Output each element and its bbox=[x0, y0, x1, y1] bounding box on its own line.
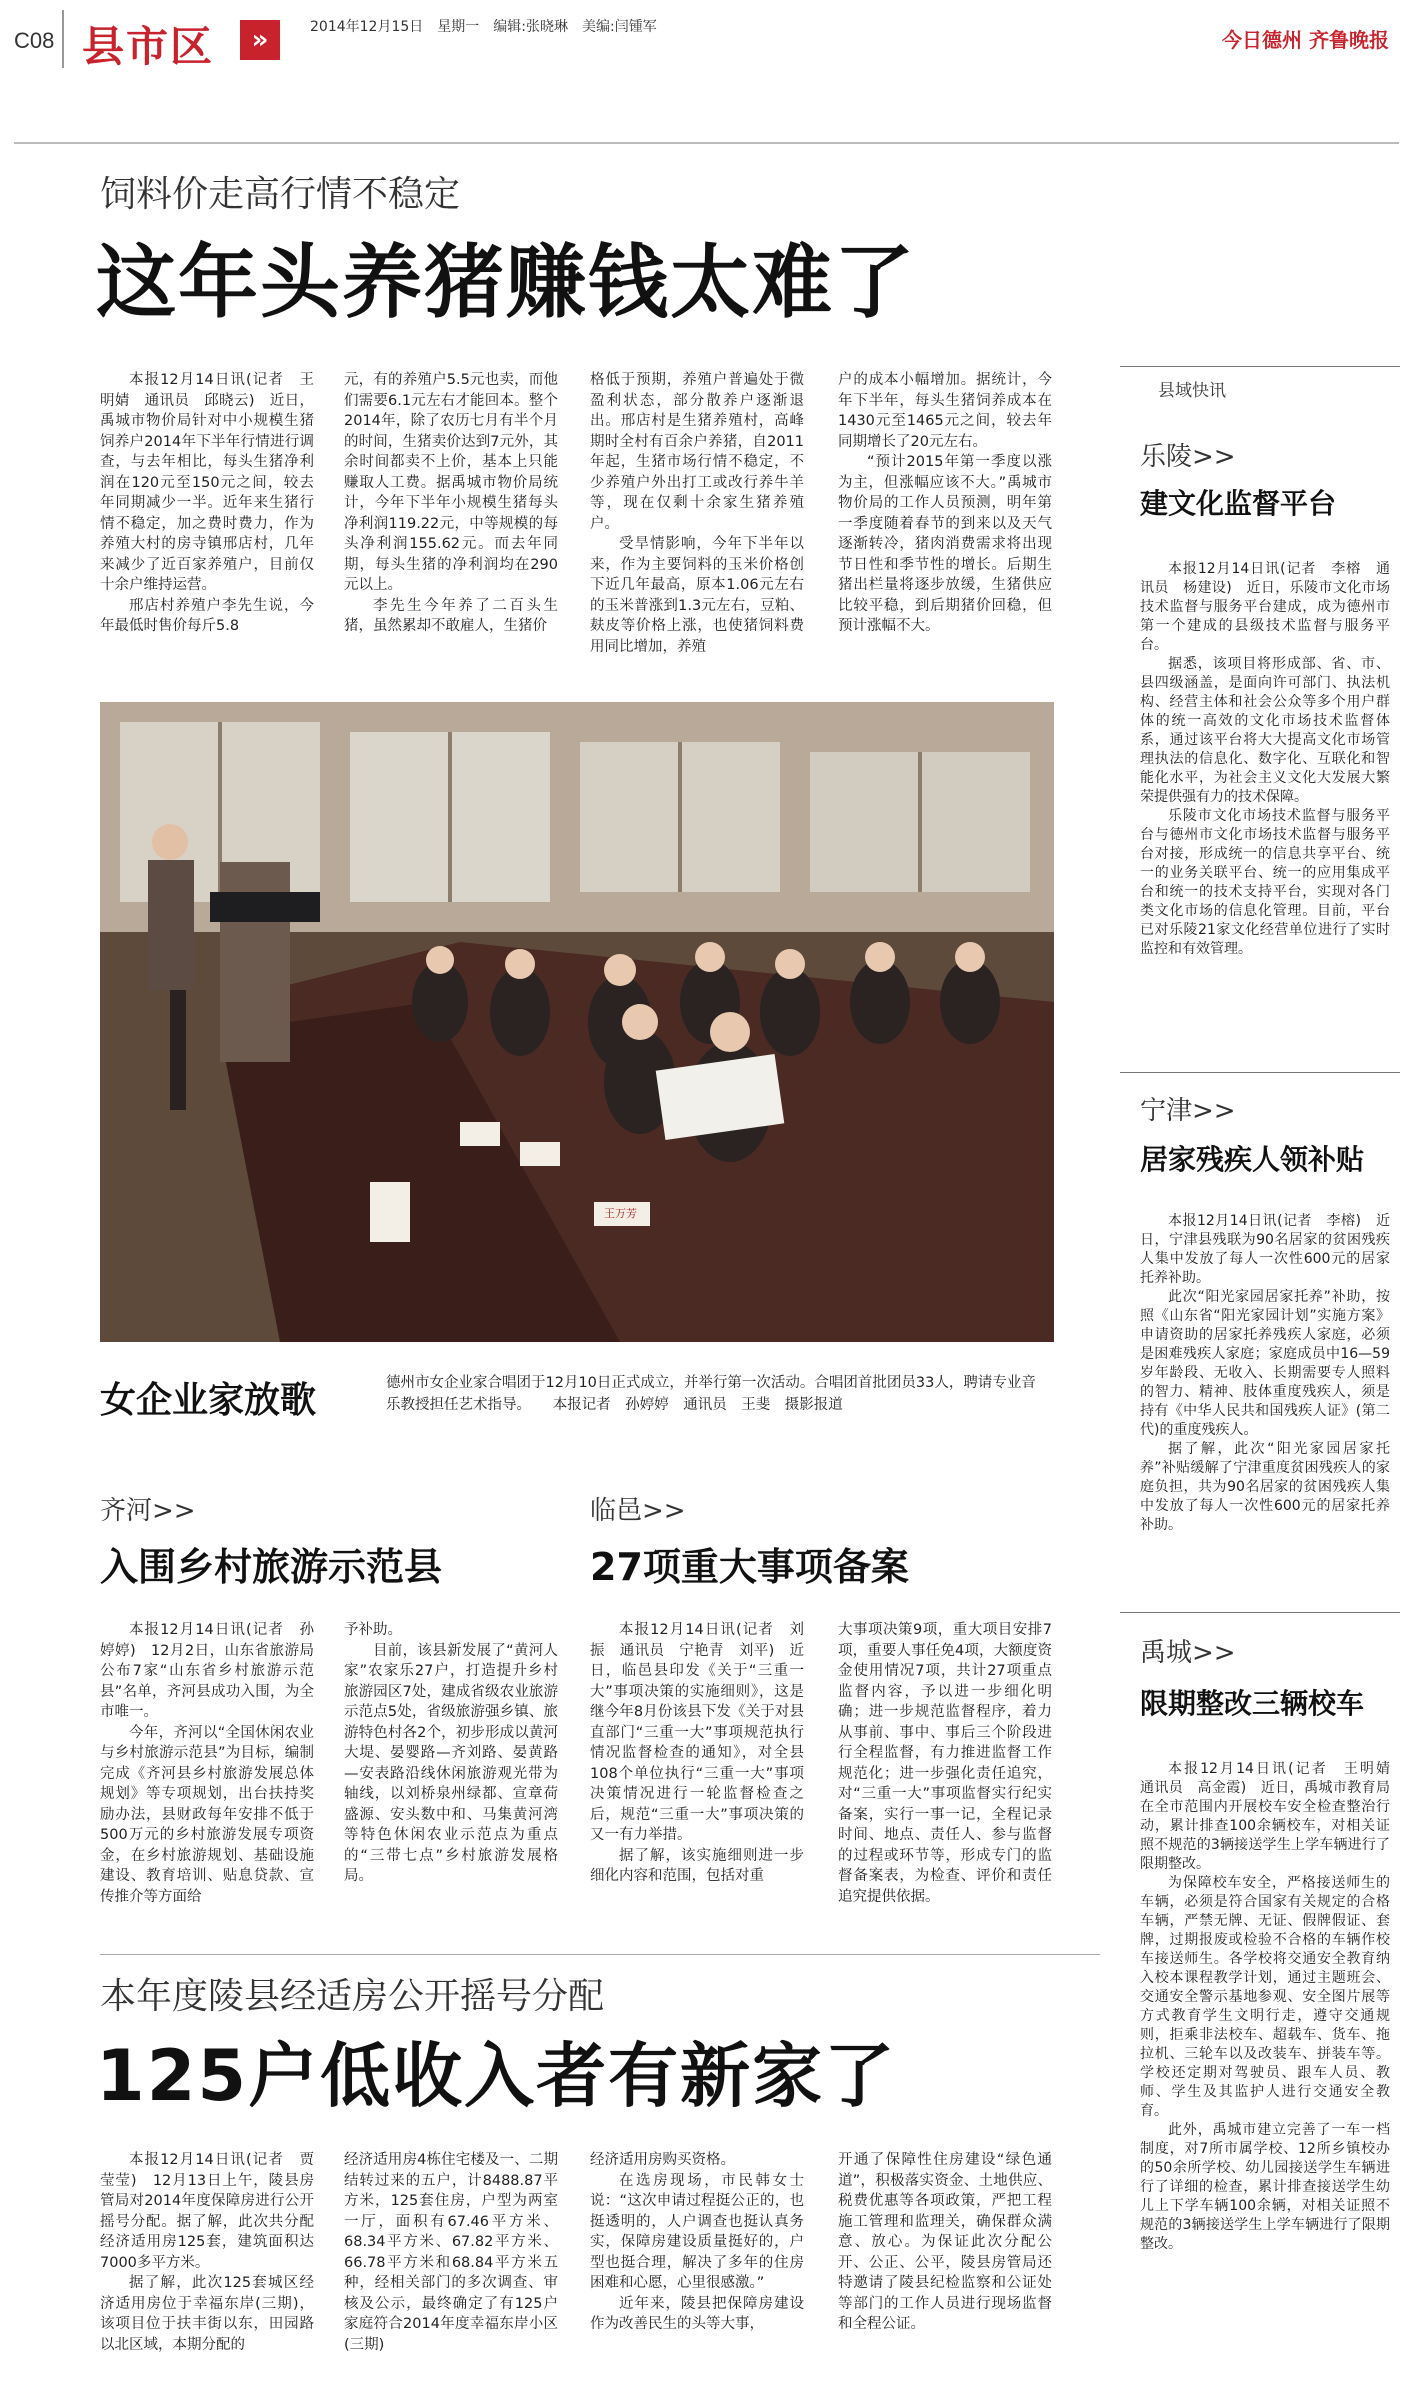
paragraph: 李先生今年养了二百头生猪，虽然累却不敢雇人，生猪价 bbox=[344, 597, 558, 634]
sidebar-rule bbox=[1120, 1072, 1400, 1073]
article1-kicker: 饲料价走高行情不稳定 bbox=[100, 174, 461, 215]
paragraph: 本报12月14日讯(记者 李榕 通讯员 杨建设) 近日，乐陵市文化市场技术监督与服务平台建成，成为德州市第一个建成的县级技术监督与服务平台。 bbox=[1140, 561, 1390, 653]
article2-column-4 bbox=[838, 2150, 1052, 2375]
paragraph: 为保障校车安全，严格接送师生的车辆，必须是符合国家有关规定的合格车辆，严禁无牌、无证、假牌假证、套牌，过期报废或检验不合格的车辆作校车接送师生。各学校将交通安全教育纳入校本课程教学计划，通过主题班会、交通安全警示基地参观、安全图片展等方式教育学生文明行走，遵守交通规则，拒乘非法校车、超载车、货车、拖拉机、三轮车以及改装车、拼装车等。学校还定期对驾驶员、跟车人员、教师、学生及其监护人进行交通安全教育。 bbox=[1140, 1875, 1390, 2119]
paragraph: 在选房现场，市民韩女士说：“这次申请过程挺公正的，也挺透明的，人户调查也挺认真务实，保障房建设质量挺好的，户型也挺合理，解决了多年的住房困难和心愿，心里很感激。” bbox=[590, 2172, 804, 2291]
paragraph: 今年，齐河以“全国休闲农业与乡村旅游示范县”为目标，编制完成《齐河县乡村旅游发展总体规划》等专项规划，出台扶持奖励办法，县财政每年安排不低于500万元的乡村旅游发展专项资金，在乡村旅游规划、基础设施建设、教育培训、贴息贷款、宣传推介等方面给 bbox=[100, 1724, 314, 1905]
article2-kicker: 本年度陵县经适房公开摇号分配 bbox=[100, 1976, 605, 2017]
section-arrow-icon: » bbox=[240, 20, 280, 60]
paragraph: 据了解，该实施细则进一步细化内容和范围，包括对重 bbox=[590, 1847, 804, 1884]
paragraph: 受旱情影响，今年下半年以来，作为主要饲料的玉米价格创下近几年最高，原本1.06元左右的玉米普涨到1.3元左右，豆粕、麸皮等价格上涨，也使猪饲料费用同比增加，养殖 bbox=[590, 536, 804, 655]
paragraph: 大事项决策9项，重大项目安排7项，重要人事任免4项，大额度资金使用情况7项，共计27项重点监督内容，予以进一步细化明确；进一步规范监督程序，着力从事前、事中、事后三个阶段进行全程监督，有力推进监督工作规范化；进一步强化责任追究，对“三重一大”事项监督实行纪实备案，实行一事一记，全程记录时间、地点、责任人、参与监督的过程或环节等，形成专门的监督备案表，为检查、评价和责任追究提供依据。 bbox=[838, 1622, 1052, 1905]
photo-caption-title: 女企业家放歌 bbox=[100, 1380, 317, 1421]
section-divider bbox=[100, 1954, 1100, 1955]
article1-column-2 bbox=[344, 370, 558, 670]
paragraph: 本报12月14日讯(记者 刘振 通讯员 宁艳青 刘平) 近日，临邑县印发《关于“三重一大”事项决策的实施细则》，这是继今年8月份该县下发《关于对县直部门“三重一大”事项规范执行情况监督检查的通知》，对全县108个单位执行“三重一大”事项决策情况进行一轮监督检查之后，规范“三重一大”事项决策的又一有力举措。 bbox=[590, 1622, 804, 1843]
paragraph: 据了解，此次125套城区经济适用房位于幸福东岸(三期)，该项目位于扶丰街以东，田园路以北区域，本期分配的 bbox=[100, 2275, 314, 2353]
linyi-title: 27项重大事项备案 bbox=[590, 1545, 909, 1589]
article1-column-4 bbox=[838, 370, 1052, 670]
paragraph: 本报12月14日讯(记者 李榕) 近日，宁津县残联为90名居家的贫困残疾人集中发放了每人一次性600元的居家托养补助。 bbox=[1140, 1213, 1390, 1286]
sidebar-leling-place: 乐陵>> bbox=[1140, 442, 1236, 472]
photo-caption: 德州市女企业家合唱团于12月10日正式成立，并举行第一次活动。合唱团首批团员33人，聘请专业音乐教授担任艺术指导。 本报记者 孙婷婷 通讯员 王斐 摄影报道 bbox=[386, 1375, 1036, 1413]
sidebar-tag: 县域快讯 bbox=[1158, 381, 1226, 401]
qihe-title: 入围乡村旅游示范县 bbox=[100, 1545, 443, 1589]
paragraph: 目前，该县新发展了“黄河人家”农家乐27户，打造提升乡村旅游园区7处，建成省级农业旅游示范点5处，省级旅游强乡镇、旅游特色村各2个，初步形成以黄河大堤、晏婴路—齐刘路、晏黄路—安表路沿线休闲旅游观光带为轴线，以刘桥泉州绿都、宣章荷盛源、安头数中和、马集黄河湾等特色休闲农业示范点为重点的“三带七点”乡村旅游发展格局。 bbox=[344, 1642, 558, 1884]
issue-meta: 2014年12月15日 星期一 编辑:张晓琳 美编:闫锺军 bbox=[310, 19, 657, 35]
sidebar-ningjin-body bbox=[1140, 1212, 1390, 1592]
linyi-column-2 bbox=[838, 1620, 1052, 1940]
page-number: C08 bbox=[14, 28, 55, 53]
paragraph: 本报12月14日讯(记者 贾莹莹) 12月13日上午，陵县房管局对2014年度保障房进行公开摇号分配。据了解，此次共分配经济适用房125套，建筑面积达7000多平方米。 bbox=[100, 2152, 314, 2271]
paragraph: 此外，禹城市建立完善了一车一档制度，对7所市属学校、12所乡镇校办的50余所学校、幼儿园接送学生车辆进行了详细的检查，累计排查接送学生幼儿上下学车辆100余辆，对相关证照不规范的3辆接送学生上学车辆进行了限期整改。 bbox=[1140, 2122, 1390, 2252]
sidebar-leling-title: 建文化监督平台 bbox=[1140, 487, 1337, 520]
paragraph: 乐陵市文化市场技术监督与服务平台与德州市文化市场技术监督与服务平台对接，形成统一的信息共享平台、统一的业务关联平台、统一的应用集成平台和统一的技术支持平台，实现对各门类文化市场的信息化管理。目前，平台已对乐陵21家文化经营单位进行了实时监控和有效管理。 bbox=[1140, 808, 1390, 957]
linyi-place: 临邑>> bbox=[590, 1496, 686, 1526]
paragraph: 据了解，此次“阳光家园居家托养”补贴缓解了宁津重度贫困残疾人的家庭负担，共为90名居家的贫困残疾人集中发放了每人一次性600元的居家托养补助。 bbox=[1140, 1441, 1390, 1533]
article1-column-3 bbox=[590, 370, 804, 670]
sidebar-yucheng-title: 限期整改三辆校车 bbox=[1140, 1687, 1365, 1720]
paragraph: 予补助。 bbox=[344, 1622, 402, 1638]
section-title: 县市区 bbox=[82, 22, 215, 71]
linyi-column-1 bbox=[590, 1620, 804, 1940]
article2-column-3 bbox=[590, 2150, 804, 2375]
masthead-logo: 今日德州 齐鲁晚报 bbox=[1222, 28, 1389, 52]
sidebar-rule bbox=[1120, 1612, 1400, 1613]
qihe-column-1 bbox=[100, 1620, 314, 1940]
sidebar-leling-body bbox=[1140, 560, 1390, 1050]
article1-headline: 这年头养猪赚钱太难了 bbox=[96, 236, 916, 329]
paragraph: 此次“阳光家园居家托养”补助，按照《山东省“阳光家园计划”实施方案》申请资助的居家托养残疾人家庭，必须是困难残疾人家庭；家庭成员中16—59岁年龄段、无收入、长期需要专人照料的智力、精神、肢体重度残疾人，须是持有《中华人民共和国残疾人证》(第二代)的重度残疾人。 bbox=[1140, 1289, 1390, 1438]
article2-column-2 bbox=[344, 2150, 558, 2375]
paragraph: 本报12月14日讯(记者 王明婧 通讯员 高金霞) 近日，禹城市教育局在全市范围内开展校车安全检查整治行动，累计排查100余辆校车，对相关证照不规范的3辆接送学生上学车辆进行了限期整改。 bbox=[1140, 1761, 1404, 1872]
qihe-place: 齐河>> bbox=[100, 1496, 196, 1526]
sidebar-ningjin-place: 宁津>> bbox=[1140, 1096, 1236, 1126]
sidebar-ningjin-title: 居家残疾人领补贴 bbox=[1140, 1143, 1365, 1176]
paragraph: 户的成本小幅增加。据统计，今年下半年，每头生猪饲养成本在1430元至1465元之间，较去年同期增长了20元左右。 bbox=[838, 372, 1052, 450]
paragraph: 据悉，该项目将形成部、省、市、县四级涵盖，是面向许可部门、执法机构、经营主体和社会公众等多个用户群体的统一高效的文化市场技术监督体系，通过该平台将大大提高文化市场管理执法的信息化、数字化、互联化和智能化水平，为社会主义文化大发展大繁荣提供强有力的技术保障。 bbox=[1140, 656, 1390, 805]
article1-column-1 bbox=[100, 370, 314, 670]
sidebar-yucheng-body bbox=[1140, 1760, 1404, 2370]
paragraph: 经济适用房购买资格。 bbox=[590, 2152, 735, 2168]
paragraph: 本报12月14日讯(记者 王明婧 通讯员 邱晓云) 近日，禹城市物价局针对中小规模生猪饲养户2014年下半年行情进行调查，与去年相比，每头生猪净利润在120元至150元之间，较去年同期减少一半。近年来生猪行情不稳定，加之费时费力，作为养殖大村的房寺镇邢店村，几年来减少了近百家养殖户，目前仅十余户维持运营。 bbox=[100, 372, 314, 593]
paragraph: 近年来，陵县把保障房建设作为改善民生的头等大事， bbox=[590, 2295, 804, 2332]
article2-column-1 bbox=[100, 2150, 314, 2375]
paragraph: 经济适用房4栋住宅楼及一、二期结转过来的五户，计8488.87平方米，125套住房，户型为两室一厅，面积有67.46平方米、68.34平方米、67.82平方米、66.78平方米和68.84平方米五种，经相关部门的多次调查、审核及公示，最终确定了有125户家庭符合2014年度幸福东岸小区(三期) bbox=[344, 2152, 558, 2353]
sidebar-rule bbox=[1120, 366, 1400, 367]
paragraph: 本报12月14日讯(记者 孙婷婷) 12月2日，山东省旅游局公布7家“山东省乡村旅游示范县”名单，齐河县成功入围，为全市唯一。 bbox=[100, 1622, 314, 1720]
nameplate: 王万芳 bbox=[604, 1207, 637, 1220]
paragraph: 开通了保障性住房建设“绿色通道”，积极落实资金、土地供应、税费优惠等各项政策，严把工程施工管理和监理关，确保群众满意、放心。为保证此次分配公开、公正、公平，陵县房管局还特邀请了陵县纪检监察和公证处等部门的工作人员进行现场监督和全程公证。 bbox=[838, 2152, 1052, 2332]
qihe-column-2 bbox=[344, 1620, 558, 1940]
paragraph: 邢店村养殖户李先生说，今年最低时售价每斤5.8 bbox=[100, 597, 314, 634]
choir-photo-illustration bbox=[100, 702, 1054, 1342]
paragraph: “预计2015年第一季度以涨为主，但涨幅应该不大。”禹城市物价局的工作人员预测，明年第一季度随着春节的到来以及天气逐渐转冷，猪肉消费需求将出现节日性和季节性的增长。后期生猪出栏量将逐步放缓，生猪供应比较平稳，到后期猪价回稳，但预计涨幅不大。 bbox=[838, 454, 1052, 634]
header-rule bbox=[14, 142, 1399, 144]
header-divider bbox=[62, 10, 64, 68]
sidebar-yucheng-place: 禹城>> bbox=[1140, 1638, 1236, 1668]
paragraph: 元，有的养殖户5.5元也卖，而他们需要6.1元左右才能回本。整个2014年，除了农历七月有半个月的时间，生猪卖价达到7元外，其余时间都卖不上价，基本上只能赚取人工费。据禹城市物价局统计，今年下半年小规模生猪每头净利润119.22元，中等规模的每头净利润155.62元。而去年同期，每头生猪的净利润均在290元以上。 bbox=[344, 372, 558, 593]
paragraph: 格低于预期，养殖户普遍处于微盈利状态，部分散养户逐渐退出。邢店村是生猪养殖村，高峰期时全村有百余户养猪，自2011年起，生猪市场行情不稳定，不少养殖户外出打工或改行养牛羊等，现在仅剩十余家生猪养殖户。 bbox=[590, 372, 804, 532]
article2-headline: 125户低收入者有新家了 bbox=[96, 2035, 897, 2117]
choir-photo bbox=[100, 702, 1054, 1342]
